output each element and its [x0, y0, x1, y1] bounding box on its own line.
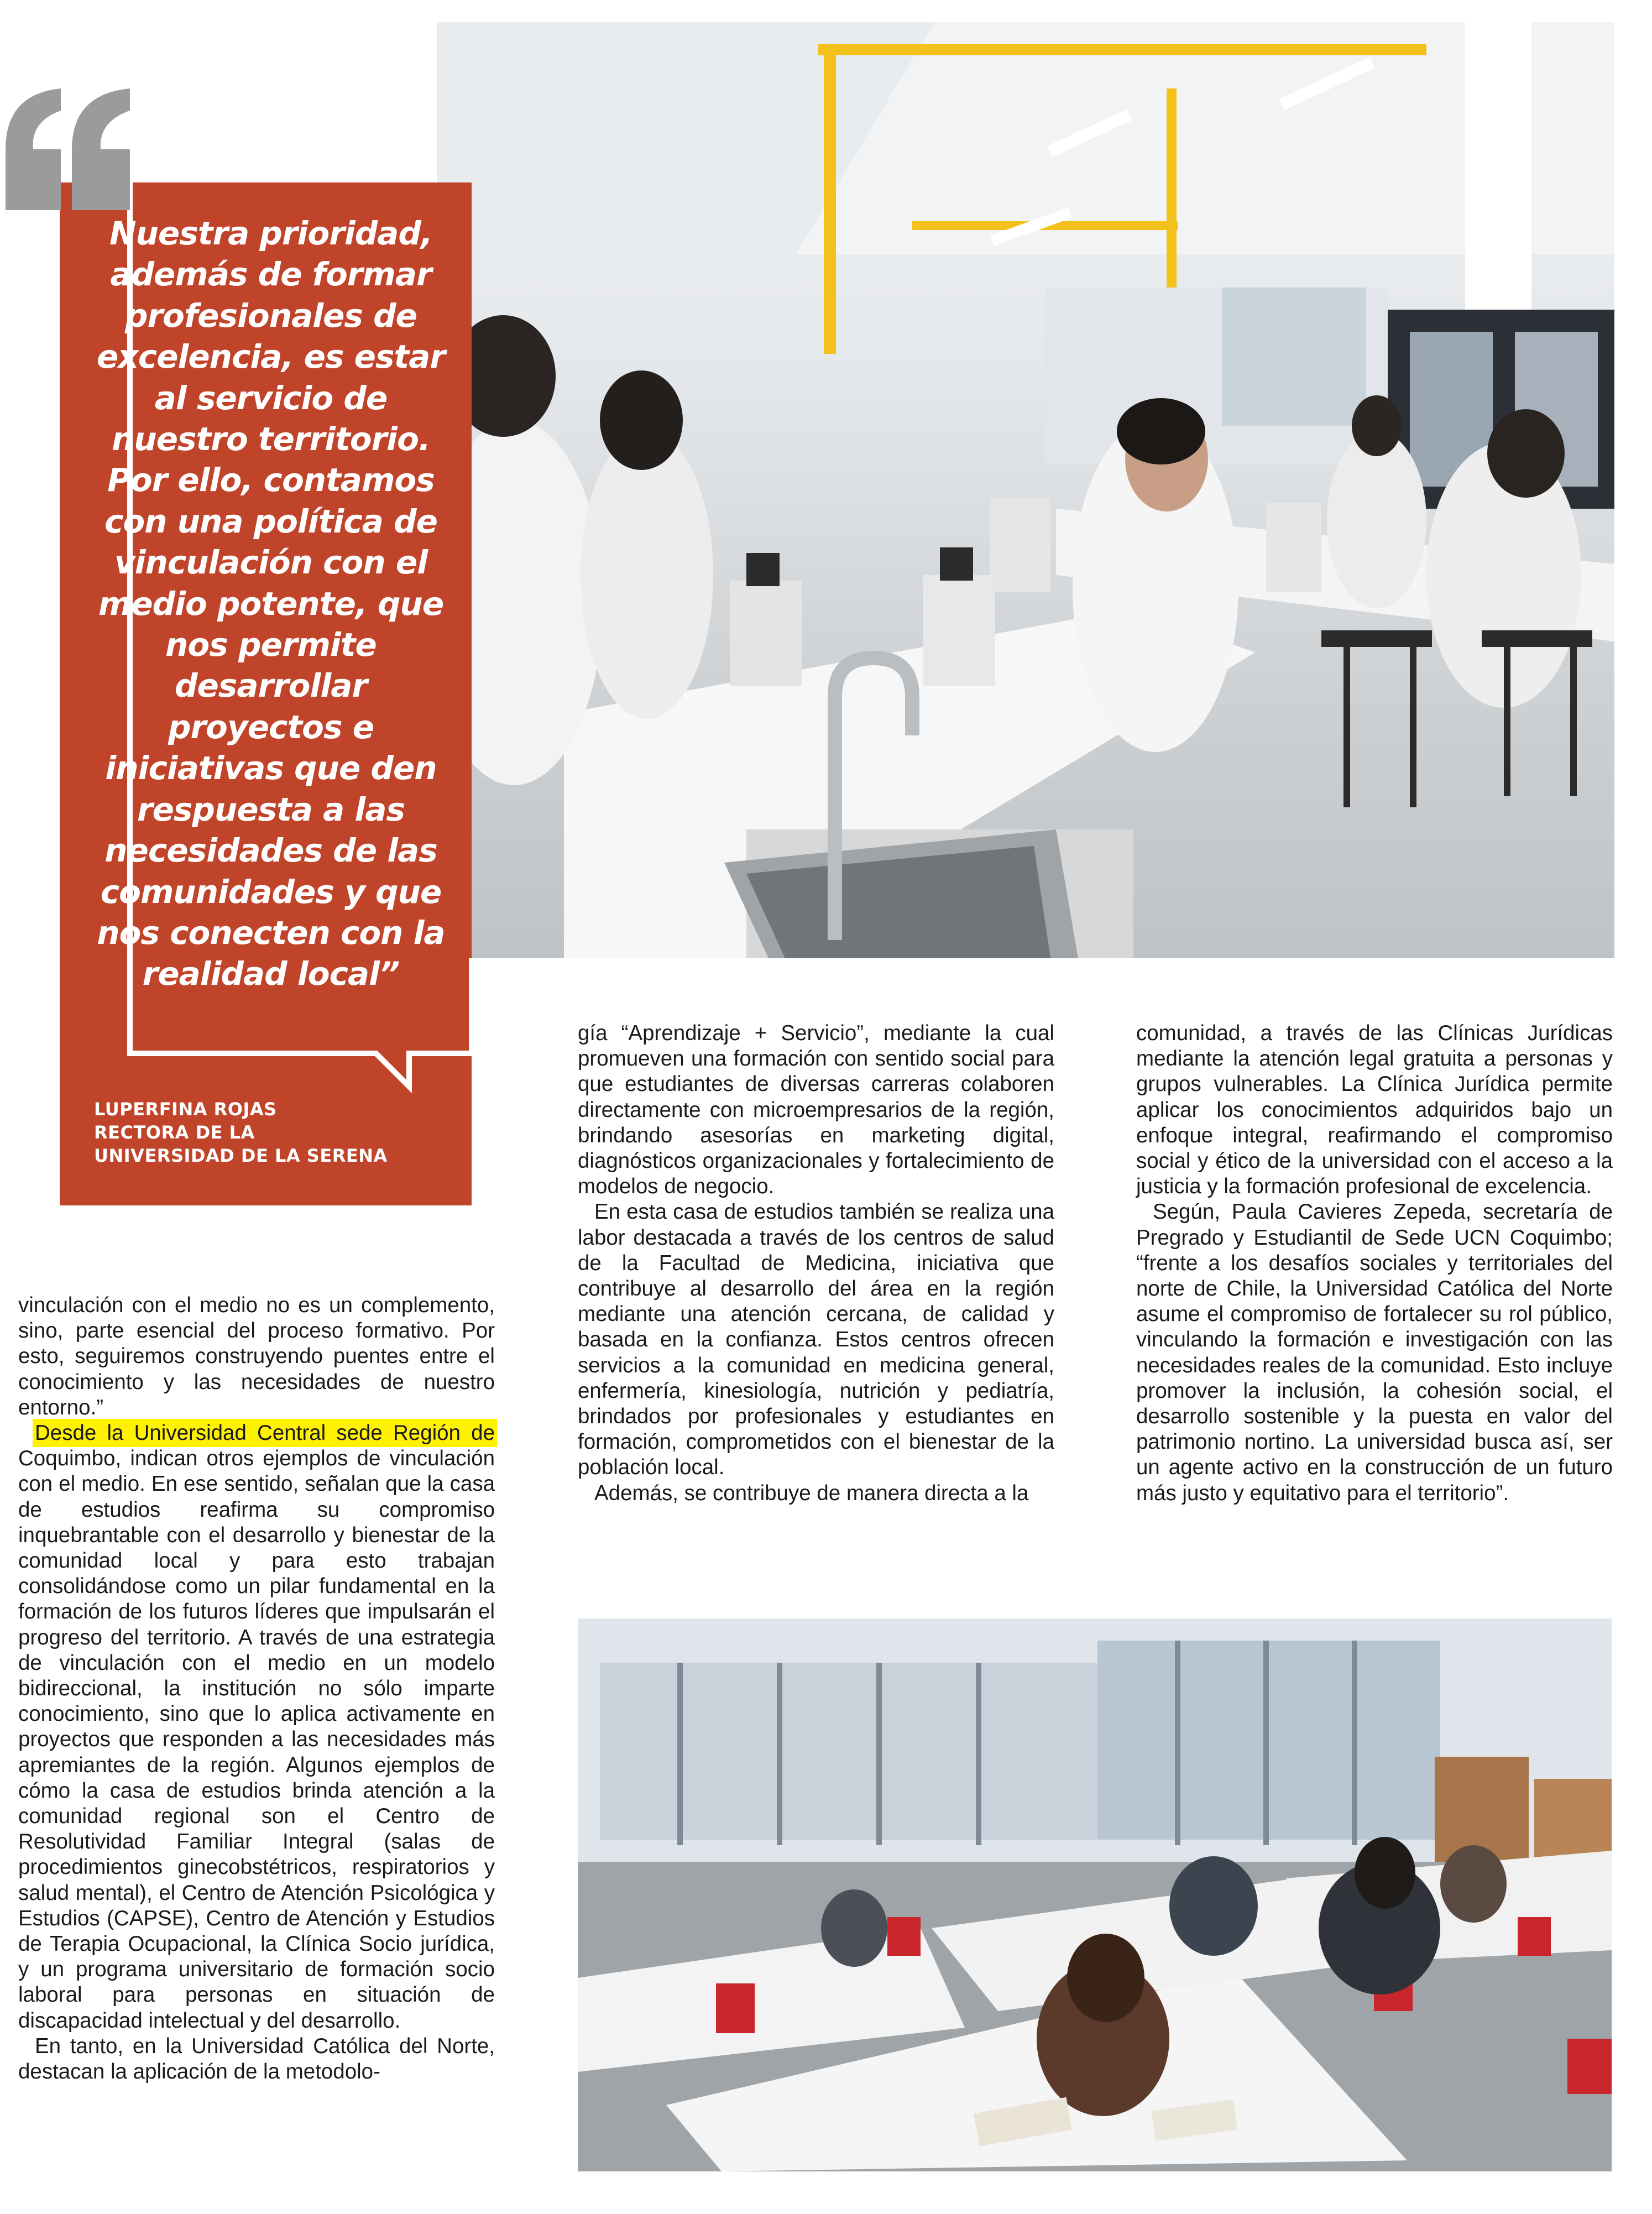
column1-paragraph-1: vinculación con el medio no es un complemento, sino, parte esencial del proceso formativo. Por esto, seguiremos construyendo puentes entre el conocimiento y las necesidades de nuestro entorno.” — [18, 1293, 495, 1419]
quote-text: Nuestra prioridad, además de formar profesionales de excelencia, es estar al servicio de nuestro territorio. Por ello, contamos con una política de vinculación con el medio potente, que nos permite desarrollar proyectos e iniciativas que den respuesta a las necesidades de las comunidades y que nos conecten con la realidad local” — [97, 215, 445, 993]
column3-paragraph-2: Según, Paula Cavieres Zepeda, secretaría de Pregrado y Estudiantil de Sede UCN Coquimbo; “frente a los desafíos sociales y territoriales del norte de Chile, la Universidad Católica del Norte asume el compromiso de fortalecer su rol público, vinculando la formación e investigación con las necesidades reales de la comunidad. Esto incluye promover la inclusión, la cohesión social, el desarrollo sostenible y la puesta en valor del patrimonio nortino. La universidad busca así, ser un agente activo en la construcción de un futuro más justo y equitativo para el territorio”. — [1136, 1200, 1613, 1505]
column2-paragraph-2: En esta casa de estudios también se realiza una labor destacada a través de los centros de salud de la Facultad de Medicina, iniciativa que contribuye al desarrollo del área en la región mediante una atención cercana, de calidad y basada en la confianza. Estos centros ofrecen servicios a la comunidad en medicina general, enfermería, kinesiología, nutrición y pediatría, brindados por profesionales y estudiantes en formación, comprometidos con el bienestar de la población local. — [578, 1200, 1054, 1480]
column1-paragraph-2 — [18, 1421, 495, 2034]
quote-author — [94, 1098, 426, 1167]
author-role-line-2: UNIVERSIDAD DE LA SERENA — [94, 1145, 388, 1166]
highlighted-text: Desde la Universidad Central sede Región de — [35, 1421, 495, 1445]
laboratory-photo — [437, 22, 1614, 958]
column2-paragraph-3: Además, se contribuye de manera directa a la — [594, 1481, 1029, 1505]
quote-mark-icon — [0, 83, 135, 216]
article-column-3 — [1136, 1021, 1613, 1506]
library-illustration — [578, 1618, 1612, 2171]
laboratory-illustration — [437, 22, 1614, 958]
library-photo — [578, 1618, 1612, 2171]
column1-paragraph-2-rest: Coquimbo, indican otros ejemplos de vinculación con el medio. En ese sentido, señalan que la casa de estudios reafirma su compromiso inquebrantable con el desarrollo y bienestar de la comunidad local y para esto trabajan consolidándose como un pilar fundamental en la formación de los futuros líderes que impulsarán el progreso del territorio. A través de una estrategia de vinculación con el medio en un modelo bidireccional, la institución no sólo imparte conocimiento, sino que lo aplica activamente en proyectos que responden a las necesidades más apremiantes de la región. Algunos ejemplos de cómo la casa de estudios brinda atención a la comunidad regional son el Centro de Resolutividad Familiar Integral (salas de procedimientos ginecobstétricos, respiratorios y salud mental), el Centro de Atención Psicológica y Estudios (CAPSE), Centro de Atención y Estudios de Terapia Ocupacional, la Clínica Socio jurídica, y un programa universitario de formación socio laboral para personas en situación de discapacidad intelectual y del desarrollo. — [18, 1447, 495, 2033]
column1-paragraph-3: En tanto, en la Universidad Católica del Norte, destacan la aplicación de la metodolo- — [18, 2034, 495, 2084]
author-role-line-1: RECTORA DE LA — [94, 1122, 255, 1143]
column3-paragraph-1: comunidad, a través de las Clínicas Jurídicas mediante la atención legal gratuita a personas y grupos vulnerables. La Clínica Jurídica permite aplicar los conocimientos adquiridos bajo un enfoque integral, reafirmando el compromiso social y ético de la universidad con el acceso a la justicia y la formación profesional de excelencia. — [1136, 1021, 1613, 1199]
author-name: LUPERFINA ROJAS — [94, 1099, 277, 1120]
article-column-2 — [578, 1021, 1054, 1506]
article-column-1 — [18, 1293, 495, 2085]
column2-paragraph-1: gía “Aprendizaje + Servicio”, mediante la cual promueven una formación con sentido social para que estudiantes de diversas carreras colaboren directamente con microempresarios de la región, brindando asesorías en marketing digital, diagnósticos organizacionales y fortalecimiento de modelos de negocio. — [578, 1021, 1054, 1199]
